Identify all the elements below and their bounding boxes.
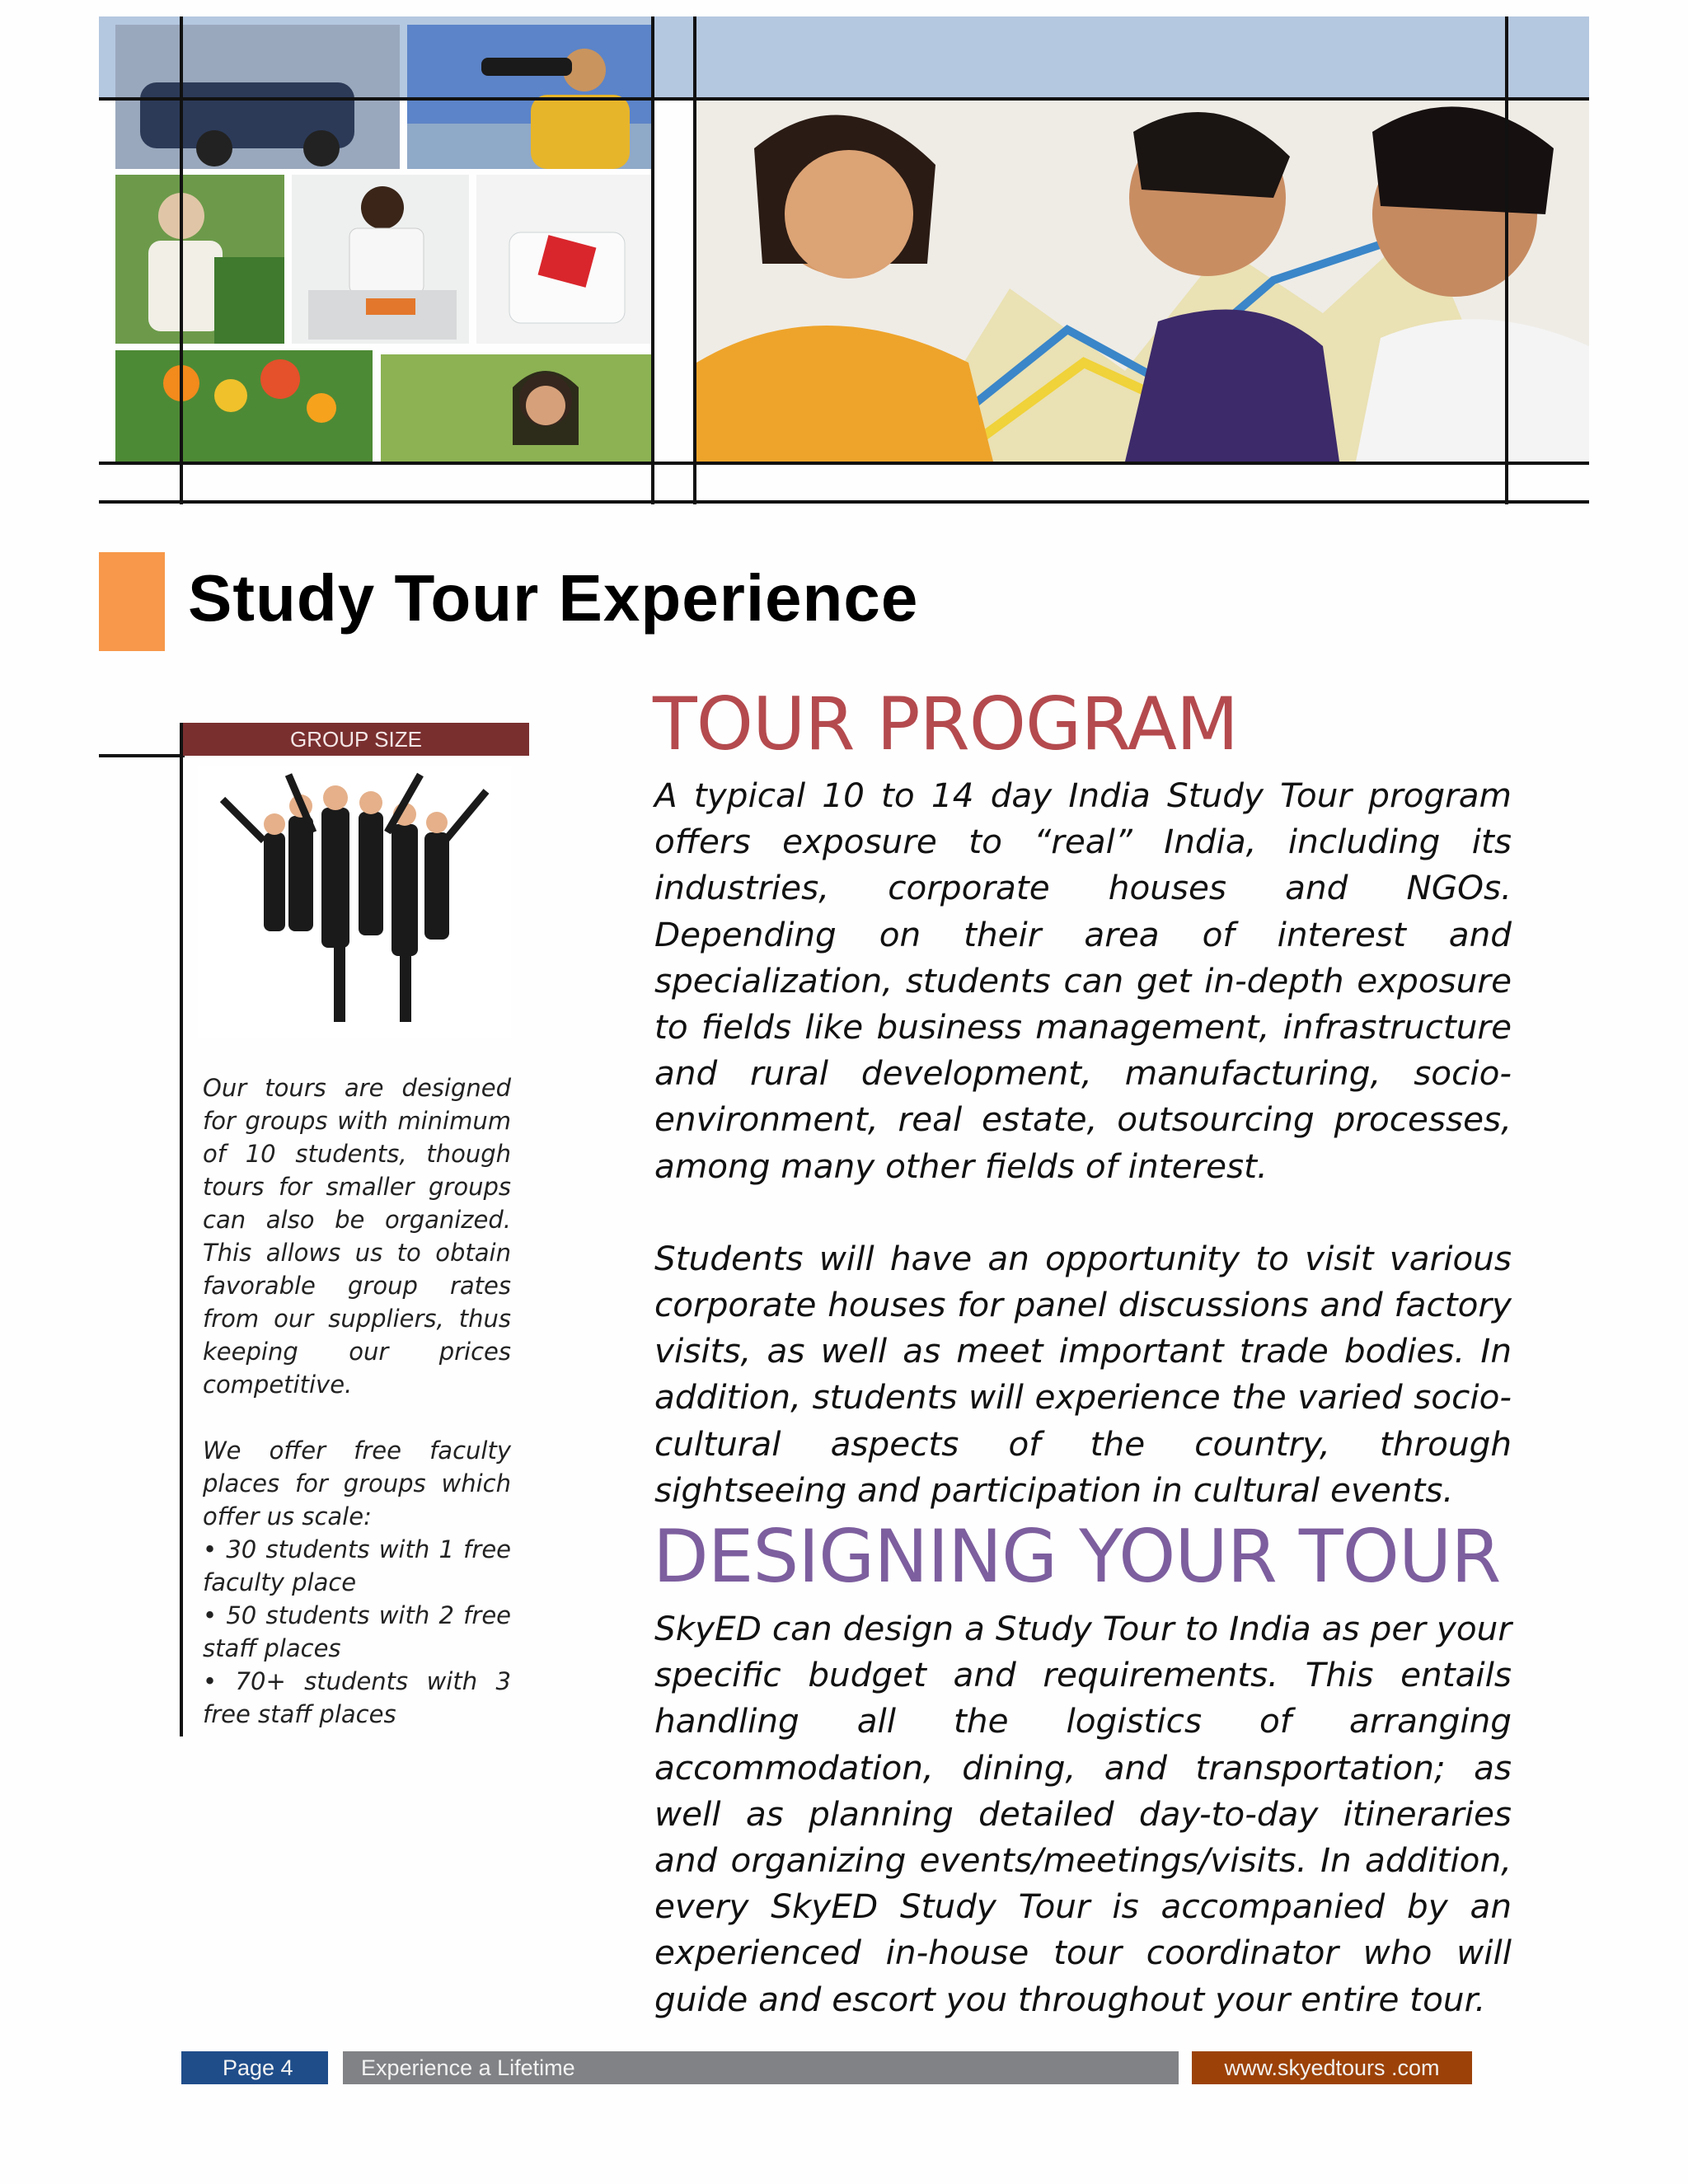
collage-vline-2 [651,16,654,504]
photo-jumping-group [198,766,511,1038]
group-size-text [203,1071,511,1731]
tour-program-paragraph-1: A typical 10 to 14 day India Study Tour program offers exposure to “real” India, including its industries, corporate houses and NGOs. Depending on their area of interest and specialization, students can get in-depth exposure to fields like business management, infrastructure and rural development, manufacturing, socio-environment, real estate, outsourcing processes, among many other fields of interest. [654,776,1512,1186]
group-size-paragraph-1: Our tours are designed for groups with minimum of 10 students, though tours for smaller groups can also be organized. This allows us to obtain favorable group rates from our suppliers, thus keeping our prices competitive. [203,1074,511,1399]
designing-tour-heading: DESIGNING YOUR TOUR [653,1514,1501,1599]
title-accent-block [99,552,165,651]
collage-line-bottom [99,500,1589,504]
faculty-places-list [203,1533,511,1731]
tour-program-paragraph-2: Students will have an opportunity to visit various corporate houses for panel discussions and factory visits, as well as meet important trade bodies. In addition, students will experience the varied socio-cultural aspects of the country, through sightseeing and participation in cultural events. [654,1238,1512,1510]
group-size-paragraph-2: We offer free faculty places for groups which offer us scale: [203,1436,511,1530]
list-item: • 70+ students with 3 free staff places [203,1667,511,1728]
footer-page-number: Page 4 [181,2051,328,2084]
collage-line-mid [99,462,1589,465]
group-size-label: GROUP SIZE [183,723,529,756]
list-item: • 30 students with 1 free faculty place [203,1535,511,1596]
sidebar-top-line [99,754,185,757]
collage-vline-3 [693,16,696,504]
photo-flowers [115,350,373,462]
designing-tour-paragraph-1: SkyED can design a Study Tour to India as per your specific budget and requirements. This entails handling all the logistics of arranging accommodation, dining, and transportation; as well as planning detailed day-to-day itineraries and organizing events/meetings/visits. In addition, every SkyED Study Tour is accompanied by an experienced in-house tour coordinator who will guide and escort you throughout your entire tour. [654,1609,1512,2019]
collage-vline-1 [180,16,183,504]
page-title: Study Tour Experience [188,561,919,635]
tour-program-text [654,772,1512,1513]
tour-program-heading: TOUR PROGRAM [653,682,1238,766]
photo-woman-smiling [381,354,651,462]
footer-tagline: Experience a Lifetime [343,2051,1179,2084]
designing-tour-text [654,1605,1512,2022]
sidebar-vertical-line [180,723,183,1736]
collage-line-top [99,97,1589,101]
footer-website-link[interactable]: www.skyedtours .com [1192,2051,1472,2084]
photo-sewing [292,175,469,344]
collage-vline-4 [1505,16,1508,504]
list-item: • 50 students with 2 free staff places [203,1601,511,1662]
photo-gardener [115,175,284,344]
photo-students-discussion [696,99,1589,462]
photo-armchair [476,175,651,344]
